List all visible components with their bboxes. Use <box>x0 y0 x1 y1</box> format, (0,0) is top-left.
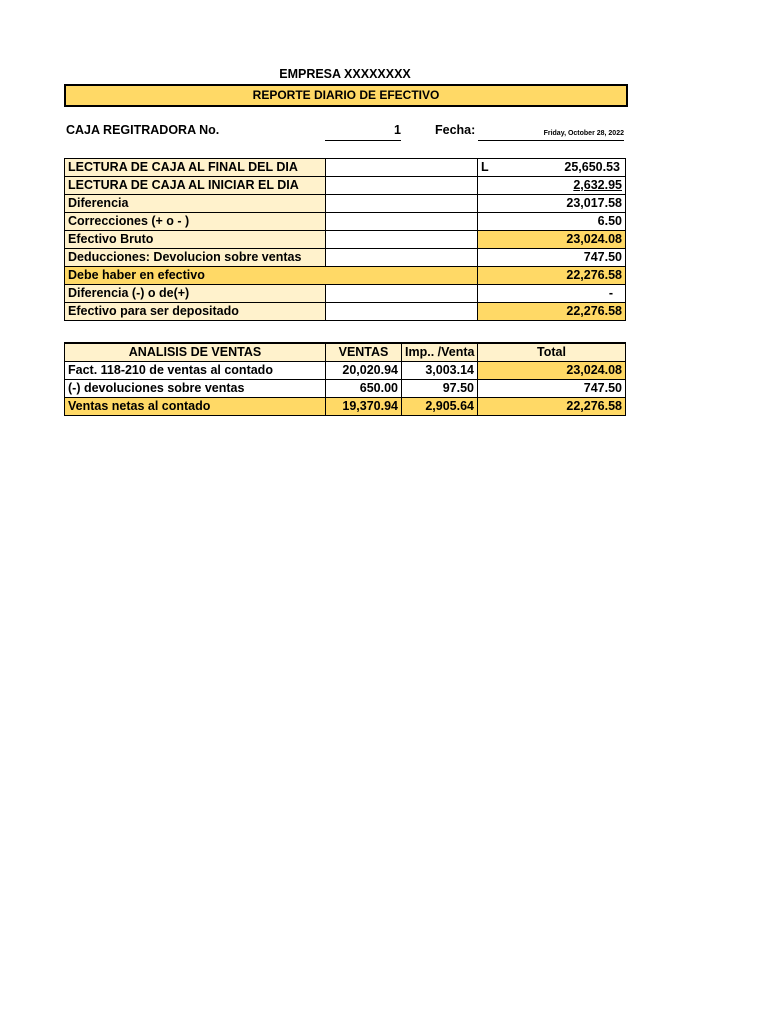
sales-row-label: Fact. 118-210 de ventas al contado <box>65 362 326 380</box>
cash-table <box>64 158 626 321</box>
row-label: Efectivo para ser depositado <box>65 303 326 321</box>
sales-row-total: 22,276.58 <box>478 398 626 416</box>
sales-row-imp: 2,905.64 <box>402 398 478 416</box>
row-value: 6.50 <box>478 213 626 231</box>
row-label: Debe haber en efectivo <box>65 267 478 285</box>
sales-row-imp: 3,003.14 <box>402 362 478 380</box>
sales-row-imp: 97.50 <box>402 380 478 398</box>
table-row <box>65 303 626 321</box>
row-spacer <box>326 249 478 267</box>
table-header-row <box>65 344 626 362</box>
sales-row-label: Ventas netas al contado <box>65 398 326 416</box>
table-row <box>65 213 626 231</box>
table-row <box>65 195 626 213</box>
row-value: - <box>478 285 626 303</box>
header-ventas: VENTAS <box>326 344 402 362</box>
company-name: EMPRESA XXXXXXXX <box>279 67 411 81</box>
sales-row-ventas: 650.00 <box>326 380 402 398</box>
row-value: 747.50 <box>478 249 626 267</box>
sales-row-total: 23,024.08 <box>478 362 626 380</box>
row-label: Diferencia <box>65 195 326 213</box>
row-spacer <box>326 285 478 303</box>
row-label: Diferencia (-) o de(+) <box>65 285 326 303</box>
row-label: LECTURA DE CAJA AL FINAL DEL DIA <box>65 159 326 177</box>
table-row <box>65 398 626 416</box>
table-row <box>65 285 626 303</box>
table-row <box>65 380 626 398</box>
row-value: 23,024.08 <box>478 231 626 249</box>
header-total: Total <box>478 344 626 362</box>
header-analysis: ANALISIS DE VENTAS <box>65 344 326 362</box>
table-row <box>65 249 626 267</box>
row-spacer <box>326 231 478 249</box>
sales-row-label: (-) devoluciones sobre ventas <box>65 380 326 398</box>
sales-row-total: 747.50 <box>478 380 626 398</box>
date-value: Friday, October 28, 2022 <box>478 130 624 141</box>
row-spacer <box>326 159 478 177</box>
report-title: REPORTE DIARIO DE EFECTIVO <box>64 84 628 107</box>
row-value: 23,017.58 <box>478 195 626 213</box>
row-spacer <box>326 177 478 195</box>
table-row <box>65 267 626 285</box>
register-label: CAJA REGITRADORA No. <box>66 123 220 137</box>
row-spacer <box>326 195 478 213</box>
row-label: LECTURA DE CAJA AL INICIAR EL DIA <box>65 177 326 195</box>
row-value: 22,276.58 <box>478 303 626 321</box>
row-marker: L <box>481 160 489 174</box>
register-number: 1 <box>325 123 401 141</box>
table-row <box>65 231 626 249</box>
sales-row-ventas: 20,020.94 <box>326 362 402 380</box>
table-row <box>65 159 626 177</box>
row-value: 22,276.58 <box>478 267 626 285</box>
sales-row-ventas: 19,370.94 <box>326 398 402 416</box>
row-value: 2,632.95 <box>478 177 626 195</box>
row-value-cell <box>478 159 626 177</box>
date-label: Fecha: <box>435 123 476 137</box>
row-value: 25,650.53 <box>564 160 620 174</box>
row-label: Correcciones (+ o - ) <box>65 213 326 231</box>
table-row <box>65 362 626 380</box>
header-imp-venta: Imp.. /Venta <box>402 344 478 362</box>
row-label: Deducciones: Devolucion sobre ventas <box>65 249 326 267</box>
row-spacer <box>326 213 478 231</box>
table-row <box>65 177 626 195</box>
sales-table <box>64 342 626 416</box>
row-label: Efectivo Bruto <box>65 231 326 249</box>
row-spacer <box>326 303 478 321</box>
